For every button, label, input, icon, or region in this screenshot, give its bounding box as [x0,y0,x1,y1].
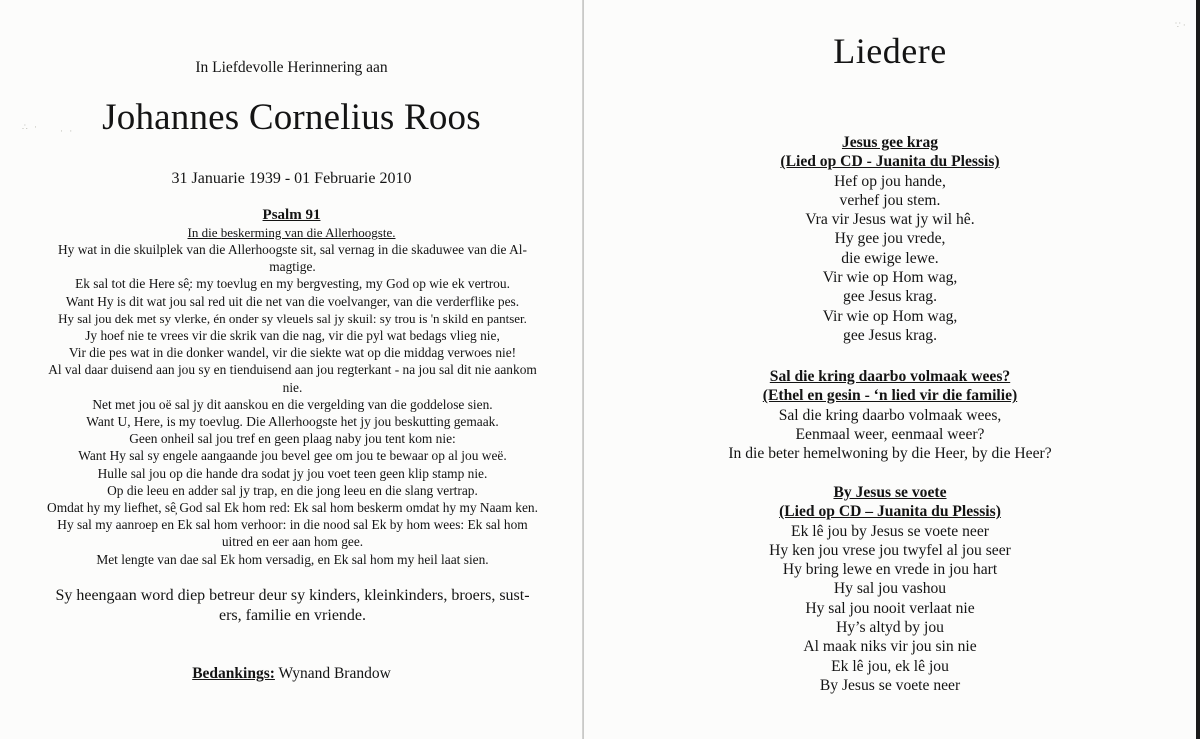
songs-heading: Liedere [833,31,947,71]
scan-speck: ∵· [1175,20,1188,30]
song-line: Ek lê jou, ek lê jou [831,657,949,675]
song-line: Hy sal jou vashou [833,580,947,598]
psalm-line: Hy sal jou dek met sy vlerke, én onder sy vleuels sal jy skuil: sy trou is 'n skild en pantser. [58,310,527,326]
psalm-line: Want Hy sal sy engele aangaande jou bevel gee om jou te bewaar op al jou weë. [78,448,507,464]
mourning-line: Sy heengaan word diep betreur deur sy kinders, kleinkinders, broers, sust- [55,587,530,604]
song-line: Sal die kring daarbo volmaak wees, [778,406,1002,424]
psalm-title: Psalm 91 [262,207,321,223]
psalm-line: Want Hy is dit wat jou sal red uit die net van die voelvanger, van die verderflike pes. [65,293,520,309]
acknowledgements-label: Bedankings: [192,665,275,682]
song-line: Vra vir Jesus wat jy wil hê. [805,211,975,229]
psalm-line: uitred en eer aan hom gee. [221,534,364,550]
song-line: gee Jesus krag. [843,326,937,344]
song-line: gee Jesus krag. [843,288,937,306]
scan-speck: ∴ · [22,122,39,132]
psalm-line: Hulle sal jou op die hande dra sodat jy jou voet teen geen klip stamp nie. [97,465,488,481]
song-line: Ek lê jou by Jesus se voete neer [791,522,989,540]
song-line: Vir wie op Hom wag, [822,269,958,287]
psalm-line: Omdat hy my liefhet, sê̦ God sal Ek hom red: Ek sal hom beskerm omdat hy my Naam ken. [47,500,538,516]
song-line: By Jesus se voete neer [819,676,961,694]
psalm-line: nie. [282,379,303,395]
song-line: Hy gee jou vrede, [834,230,946,248]
psalm-line: Want U, Here, is my toevlug. Die Allerhoogste het jy jou beskutting gemaak. [86,414,499,430]
song-line: Hy ken jou vrese jou twyfel al jou seer [769,541,1011,559]
song-line: Hef op jou hande, [834,172,946,190]
acknowledgements [0,665,583,683]
mourning-notice [20,586,565,626]
psalm-text [20,241,565,568]
acknowledgements-value: Wynand Brandow [274,665,391,682]
psalm-line: Vir die pes wat in die donker wandel, vir die siekte wat op die middag verwoes nie! [68,345,517,361]
scan-edge [1196,0,1200,739]
deceased-name: Johannes Cornelius Roos [102,97,481,138]
song-title: By Jesus se voete [833,484,947,501]
song-line: Al maak niks vir jou sin nie [803,638,977,656]
life-dates: 31 Januarie 1939 - 01 Februarie 2010 [171,170,412,187]
psalm-line: Hy wat in die skuilplek van die Allerhoogste sit, sal vernag in die skaduwee van die Al- [58,242,527,257]
song-line: Hy sal jou nooit verlaat nie [805,599,975,617]
song-jesus-gee-krag [584,133,1196,345]
song-sal-die-kring [584,367,1196,463]
memorial-intro: In Liefdevolle Herinnering aan [195,59,388,76]
song-line: die ewige lewe. [841,249,939,267]
psalm-line: Met lengte van dae sal Ek hom versadig, en Ek sal hom my heil laat sien. [96,551,489,567]
song-subtitle: (Lied op CD - Juanita du Plessis) [780,153,1000,171]
song-line: verhef jou stem. [839,191,941,209]
song-title: Sal die kring daarbo volmaak wees? [769,368,1011,385]
psalm-line: Hy sal my aanroep en Ek sal hom verhoor: in die nood sal Ek by hom wees: Ek sal hom [57,517,528,533]
song-line: Eenmaal weer, eenmaal weer? [795,425,985,443]
psalm-subtitle: In die beskerming van die Allerhoogste. [187,225,396,240]
song-subtitle: (Ethel en gesin - ‘n lied vir die familie) [762,387,1018,405]
song-subtitle: (Lied op CD – Juanita du Plessis) [779,503,1001,521]
mourning-line: ers, familie en vriende. [218,607,367,624]
song-line: Hy’s altyd by jou [836,619,944,637]
psalm-line: Op die leeu en adder sal jy trap, en die jong leeu en die slang vertrap. [107,482,478,498]
psalm-line: Ek sal tot die Here sê̦: my toevlug en my bergvesting, my God op wie ek vertrou. [75,276,510,292]
song-line: In die beter hemelwoning by die Heer, by die Heer? [728,445,1052,463]
song-by-jesus-se-voete [584,483,1196,695]
psalm-line: magtige. [269,259,316,275]
scan-speck: · · [60,126,75,136]
song-line: Vir wie op Hom wag, [822,307,958,325]
song-line: Hy bring lewe en vrede in jou hart [782,561,998,579]
song-title: Jesus gee krag [841,134,939,151]
psalm-line: Net met jou oë sal jy dit aanskou en die vergelding van die goddelose sien. [92,396,493,412]
psalm-line: Al val daar duisend aan jou sy en tienduisend aan jou regterkant - na jou sal dit nie aankom [48,362,537,378]
psalm-line: Geen onheil sal jou tref en geen plaag naby jou tent kom nie: [129,431,456,447]
psalm-line: Jy hoef nie te vrees vir die skrik van die nag, vir die pyl wat bedags vlieg nie, [85,328,500,344]
